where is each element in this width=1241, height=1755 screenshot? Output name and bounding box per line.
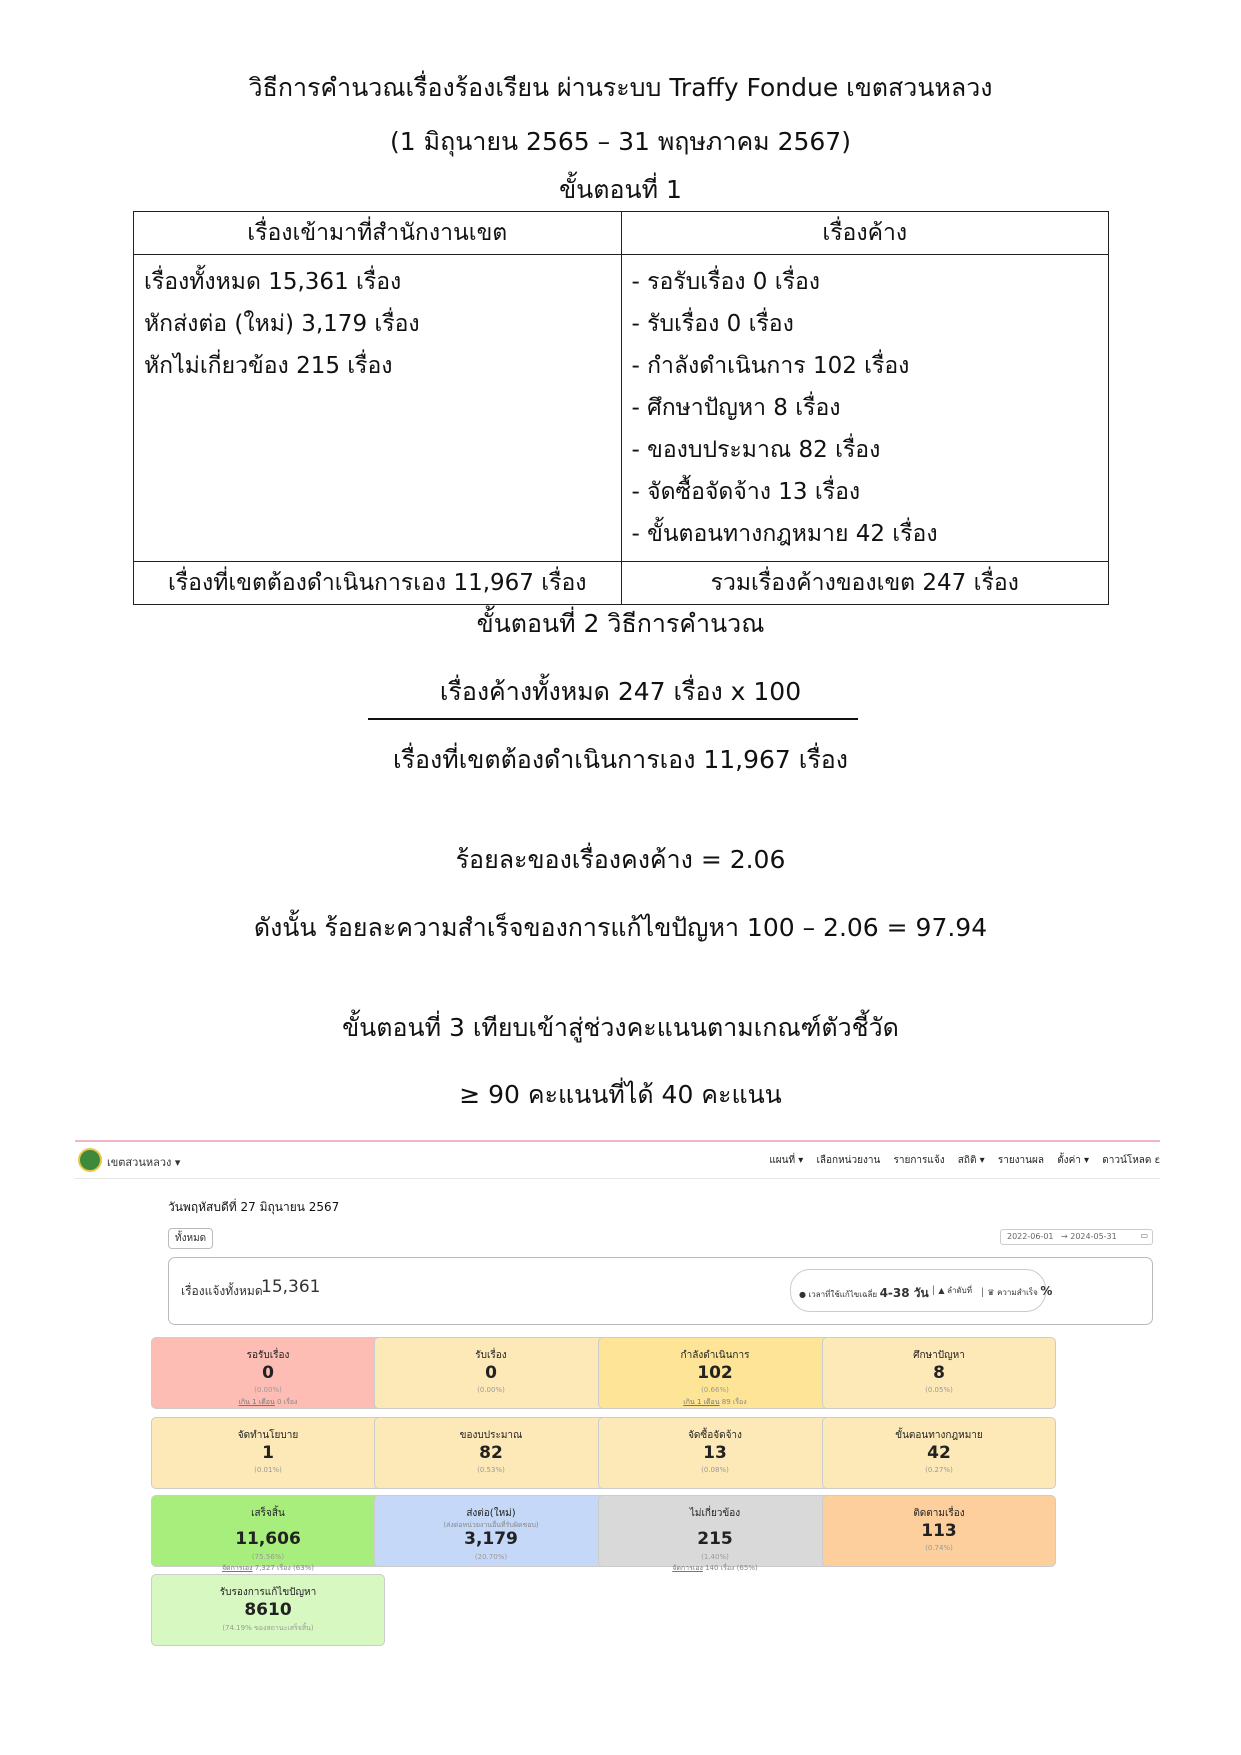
card-percent: (0.66%)	[701, 1386, 729, 1394]
card-percent: (74.19% ของสถานะเสร็จสิ้น)	[222, 1624, 314, 1632]
card-percent: (1.40%)	[701, 1553, 729, 1561]
district-selector[interactable]: เขตสวนหลวง ▾	[107, 1156, 181, 1169]
card-extra	[599, 1397, 831, 1408]
card-percent: (20.70%)	[474, 1553, 508, 1561]
card-value: 0	[485, 1363, 497, 1383]
fraction-numerator: เรื่องค้างทั้งหมด 247 เรื่อง x 100	[439, 677, 802, 706]
summary-value: 15,361	[261, 1277, 321, 1297]
card-label: รอรับเรื่อง	[246, 1350, 290, 1361]
success-percent: ดังนั้น ร้อยละความสำเร็จของการแก้ไขปัญหา 100 – 2.06 = 97.94	[253, 913, 988, 942]
pending-percent: ร้อยละของเรื่องคงค้าง = 2.06	[455, 845, 786, 874]
card-label: ของบประมาณ	[459, 1430, 523, 1441]
card-percent: (0.74%)	[925, 1544, 953, 1552]
card-value: 8610	[244, 1600, 292, 1620]
card-studying[interactable]	[822, 1337, 1056, 1409]
card-label: เสร็จสิ้น	[251, 1508, 285, 1519]
pending-total: รวมเรื่องค้างของเขต 247 เรื่อง	[621, 562, 1109, 605]
card-value: 1	[262, 1443, 274, 1463]
card-extra-link[interactable]: เกิน 1 เดือน	[238, 1398, 275, 1406]
menu-report-list[interactable]: รายการแจ้ง	[893, 1155, 945, 1166]
summary-panel	[168, 1257, 1153, 1325]
avg-time-group	[799, 1284, 929, 1303]
avg-time-value: 4-38 วัน	[879, 1286, 929, 1300]
ranking-icon: ▲	[938, 1286, 945, 1295]
card-value: 215	[697, 1529, 733, 1549]
card-value: 8	[933, 1363, 945, 1383]
range-end: → 2024-05-31	[1061, 1232, 1117, 1241]
card-value: 13	[703, 1443, 727, 1463]
pending-row: - จัดซื้อจัดจ้าง 13 เรื่อง	[631, 479, 861, 505]
card-value: 102	[697, 1363, 733, 1383]
success-group: │ ♛ ความสำเร็จ %	[980, 1284, 1053, 1298]
rank-label: ลำดับที่	[947, 1286, 973, 1295]
card-percent: (0.01%)	[254, 1466, 282, 1474]
current-date: วันพฤหัสบดีที่ 27 มิถุนายน 2567	[168, 1200, 340, 1214]
card-procurement[interactable]	[598, 1417, 832, 1489]
menu-statistics[interactable]: สถิติ ▾	[957, 1155, 985, 1166]
incoming-cell	[134, 255, 622, 562]
complaint-table	[133, 211, 1109, 605]
card-label: จัดซื้อจัดจ้าง	[688, 1430, 742, 1441]
card-extra-text: 89 เรื่อง	[719, 1398, 747, 1406]
menu-settings[interactable]: ตั้งค่า ▾	[1057, 1155, 1090, 1166]
card-legal[interactable]	[822, 1417, 1056, 1489]
pending-row: - ขั้นตอนทางกฎหมาย 42 เรื่อง	[631, 521, 938, 547]
card-label: ศึกษาปัญหา	[913, 1350, 965, 1361]
card-value: 113	[921, 1521, 957, 1541]
card-forwarded[interactable]	[374, 1495, 608, 1567]
date-range-picker[interactable]	[1000, 1229, 1153, 1245]
card-value: 0	[262, 1363, 274, 1383]
rank-group: │ ▲ ลำดับที่	[931, 1286, 973, 1295]
menu-select-agency[interactable]: เลือกหน่วยงาน	[816, 1155, 881, 1166]
menu-map[interactable]: แผนที่ ▾	[769, 1155, 804, 1166]
card-irrelevant[interactable]	[598, 1495, 832, 1572]
success-label: ความสำเร็จ	[997, 1288, 1038, 1297]
card-policy[interactable]	[151, 1417, 385, 1489]
card-value: 82	[479, 1443, 503, 1463]
step2-heading: ขั้นตอนที่ 2 วิธีการคำนวณ	[476, 609, 765, 638]
all-filter-button[interactable]: ทั้งหมด	[168, 1228, 213, 1249]
card-value: 3,179	[464, 1529, 518, 1549]
traffy-dashboard-screenshot	[75, 1140, 1160, 1680]
card-extra	[152, 1397, 384, 1408]
card-verified[interactable]	[151, 1574, 385, 1646]
fraction-denominator: เรื่องที่เขตต้องดำเนินการเอง 11,967 เรื่อง	[393, 745, 848, 774]
card-value: 11,606	[235, 1529, 301, 1549]
district-logo	[78, 1148, 102, 1172]
pending-row: - รอรับเรื่อง 0 เรื่อง	[631, 269, 821, 295]
card-percent: (0.05%)	[925, 1386, 953, 1394]
card-subtitle: (ส่งต่อหน่วยงานอื่นที่รับผิดชอบ)	[443, 1521, 539, 1529]
document-period: (1 มิถุนายน 2565 – 31 พฤษภาคม 2567)	[390, 127, 851, 156]
incoming-row: หักไม่เกี่ยวข้อง 215 เรื่อง	[144, 353, 393, 379]
fraction-bar	[368, 718, 858, 720]
table-header-pending: เรื่องค้าง	[621, 212, 1109, 255]
success-value: %	[1040, 1284, 1053, 1298]
menu-results[interactable]: รายงานผล	[997, 1155, 1044, 1166]
card-budget[interactable]	[374, 1417, 608, 1489]
calendar-icon: ▭	[1140, 1231, 1148, 1240]
card-label: ไม่เกี่ยวข้อง	[689, 1508, 741, 1519]
card-received[interactable]	[374, 1337, 608, 1409]
card-in-progress[interactable]	[598, 1337, 832, 1409]
card-follow-up[interactable]	[822, 1495, 1056, 1567]
document-title: วิธีการคำนวณเรื่องร้องเรียน ผ่านระบบ Traffy Fondue เขตสวนหลวง	[248, 73, 993, 102]
card-extra-link[interactable]: จัดการเอง	[672, 1564, 703, 1572]
avg-time-label: เวลาที่ใช้แก้ไขเฉลี่ย	[808, 1290, 878, 1299]
card-label: รับเรื่อง	[475, 1350, 507, 1361]
card-extra-text: 0 เรื่อง	[274, 1398, 298, 1406]
step3-heading: ขั้นตอนที่ 3 เทียบเข้าสู่ช่วงคะแนนตามเกณฑ์ตัวชี้วัด	[342, 1013, 899, 1042]
incoming-row: หักส่งต่อ (ใหม่) 3,179 เรื่อง	[144, 311, 420, 337]
pending-row: - รับเรื่อง 0 เรื่อง	[631, 311, 794, 337]
user-icon: ●	[799, 1290, 806, 1299]
step1-heading: ขั้นตอนที่ 1	[559, 175, 682, 204]
score-result: ≥ 90 คะแนนที่ได้ 40 คะแนน	[459, 1080, 782, 1109]
card-label: ติดตามเรื่อง	[913, 1508, 965, 1519]
card-extra-text: 7,327 เรื่อง (63%)	[252, 1564, 315, 1572]
card-percent: (75.56%)	[251, 1553, 285, 1561]
table-header-incoming: เรื่องเข้ามาที่สำนักงานเขต	[134, 212, 622, 255]
summary-label: เรื่องแจ้งทั้งหมด	[181, 1284, 263, 1298]
card-label: ขั้นตอนทางกฎหมาย	[895, 1430, 983, 1441]
card-awaiting[interactable]	[151, 1337, 385, 1409]
trophy-icon: ♛	[987, 1288, 995, 1297]
card-extra-link[interactable]: เกิน 1 เดือน	[683, 1398, 720, 1406]
pending-row: - ของบประมาณ 82 เรื่อง	[631, 437, 881, 463]
card-percent: (0.27%)	[925, 1466, 953, 1474]
card-percent: (0.00%)	[254, 1386, 282, 1394]
top-navbar	[75, 1140, 1160, 1179]
card-value: 42	[927, 1443, 951, 1463]
card-percent: (0.08%)	[701, 1466, 729, 1474]
card-percent: (0.00%)	[477, 1386, 505, 1394]
card-extra	[599, 1563, 831, 1574]
card-label: รับรองการแก้ไขปัญหา	[219, 1587, 317, 1598]
pending-row: - กำลังดำเนินการ 102 เรื่อง	[631, 353, 910, 379]
card-extra	[152, 1563, 384, 1574]
card-extra-link[interactable]: จัดการเอง	[221, 1564, 253, 1572]
incoming-total: เรื่องที่เขตต้องดำเนินการเอง 11,967 เรื่อง	[134, 562, 622, 605]
incoming-row: เรื่องทั้งหมด 15,361 เรื่อง	[144, 269, 402, 295]
card-percent: (0.53%)	[477, 1466, 505, 1474]
main-menu	[759, 1153, 1160, 1168]
card-label: กำลังดำเนินการ	[680, 1350, 750, 1361]
card-label: จัดทำนโยบาย	[237, 1430, 299, 1441]
card-completed[interactable]	[151, 1495, 385, 1572]
menu-download[interactable]: ดาวน์โหลด ε	[1102, 1155, 1160, 1166]
range-start: 2022-06-01	[1007, 1232, 1054, 1241]
pending-row: - ศึกษาปัญหา 8 เรื่อง	[631, 395, 841, 421]
card-label: ส่งต่อ(ใหม่)	[466, 1508, 516, 1519]
card-extra-text: 140 เรื่อง (65%)	[702, 1564, 758, 1572]
pending-cell	[621, 255, 1109, 562]
stats-pill	[790, 1269, 1053, 1312]
